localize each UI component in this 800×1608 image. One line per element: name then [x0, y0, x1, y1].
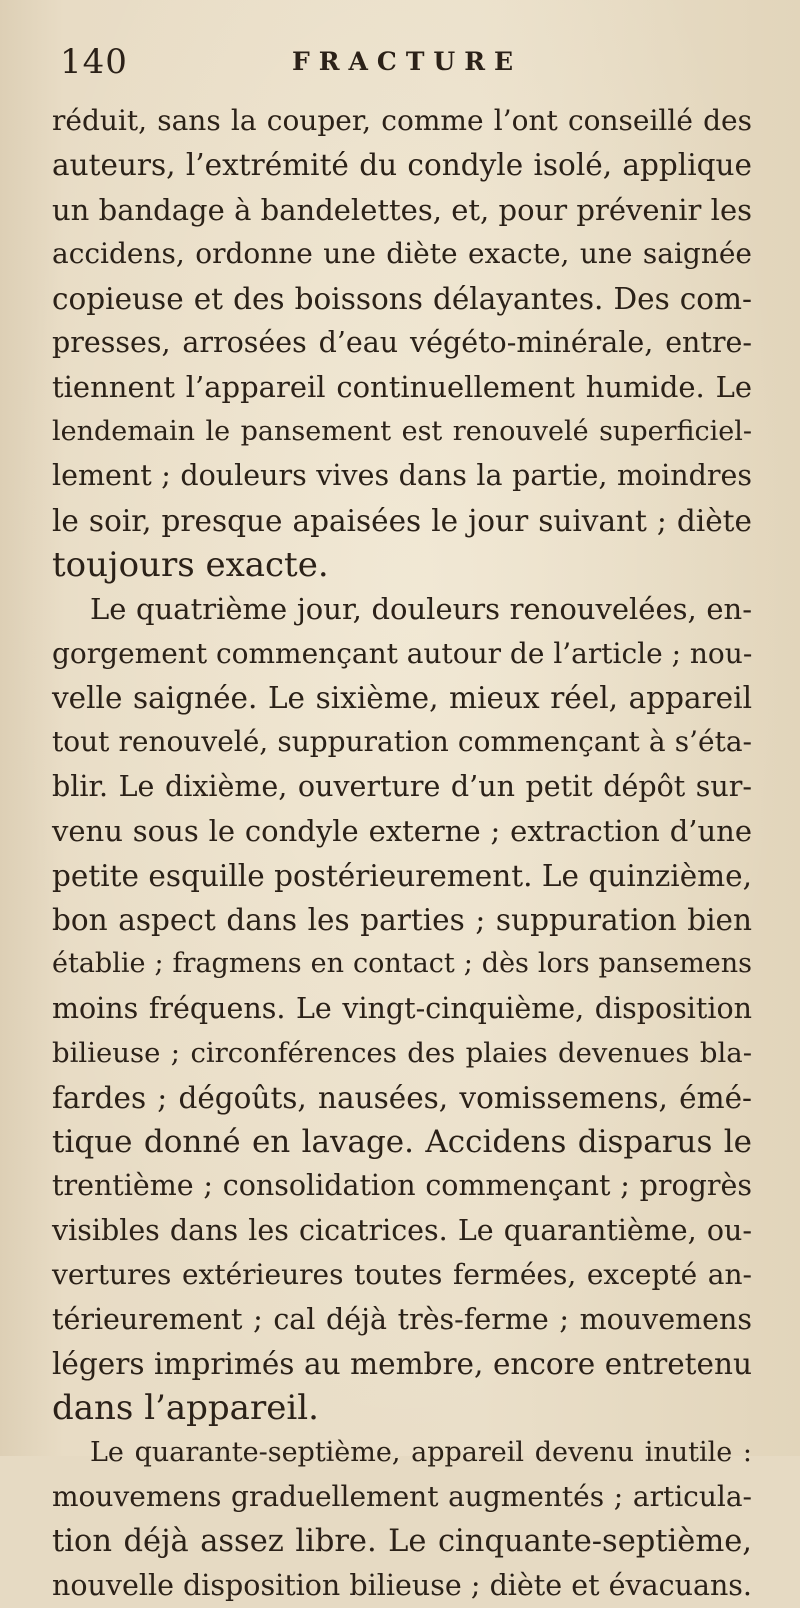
- paragraph-start-line: Le quarante-septième, appareil devenu inutile :: [90, 1436, 752, 1468]
- paragraph-end-line: toujours exacte.: [52, 544, 329, 585]
- text-line: tique donné en lavage. Accidens disparus le: [52, 1123, 752, 1160]
- text-line: velle saignée. Le sixième, mieux réel, appareil: [52, 681, 752, 716]
- text-line: presses, arrosées d’eau végéto-minérale, entre-: [52, 325, 752, 359]
- text-line: auteurs, l’extrémité du condyle isolé, applique: [52, 148, 752, 183]
- text-line: fardes ; dégoûts, nausées, vomissemens, émé-: [52, 1080, 752, 1115]
- page-number: 140: [60, 42, 128, 82]
- text-line: tion déjà assez libre. Le cinquante-septième,: [52, 1523, 752, 1559]
- text-line: blir. Le dixième, ouverture d’un petit dépôt sur-: [52, 769, 752, 803]
- text-line: le soir, presque apaisées le jour suivant ; diète: [52, 503, 752, 538]
- text-line: bon aspect dans les parties ; suppuration bien: [52, 903, 752, 938]
- text-line: nouvelle disposition bilieuse ; diète et évacuans.: [52, 1568, 752, 1602]
- text-line: visibles dans les cicatrices. Le quarantième, ou-: [52, 1213, 752, 1247]
- paragraph-start-line: Le quatrième jour, douleurs renouvelées, en-: [90, 592, 752, 627]
- text-line: copieuse et des boissons délayantes. Des com-: [52, 281, 752, 316]
- text-line: venu sous le condyle externe ; extraction d’une: [52, 814, 752, 849]
- text-line: térieurement ; cal déjà très-ferme ; mouvemens: [52, 1302, 752, 1336]
- text-line: gorgement commençant autour de l’article ; nou-: [52, 636, 753, 670]
- body-text: [52, 99, 752, 1608]
- text-line: accidens, ordonne une diète exacte, une saignée: [52, 237, 752, 271]
- text-line: réduit, sans la couper, comme l’ont conseillé des: [52, 104, 752, 137]
- text-line: tout renouvelé, suppuration commençant à s’éta-: [52, 725, 752, 759]
- text-line: moins fréquens. Le vingt-cinquième, disposition: [52, 991, 752, 1025]
- running-title: FRACTURE: [292, 47, 523, 76]
- text-line: un bandage à bandelettes, et, pour prévenir les: [52, 192, 752, 227]
- paragraph-end-line: dans l’appareil.: [52, 1388, 319, 1429]
- text-line: vertures extérieures toutes fermées, excepté an-: [52, 1258, 752, 1292]
- text-line: légers imprimés au membre, encore entretenu: [52, 1346, 752, 1381]
- text-line: lement ; douleurs vives dans la partie, moindres: [52, 459, 752, 493]
- text-line: petite esquille postérieurement. Le quinzième,: [52, 858, 752, 893]
- text-line: mouvemens graduellement augmentés ; articula-: [52, 1480, 752, 1514]
- text-line: bilieuse ; circonférences des plaies devenues bla-: [52, 1037, 752, 1070]
- running-head: [60, 40, 740, 84]
- text-line: établie ; fragmens en contact ; dès lors pansemens: [52, 948, 752, 980]
- text-line: trentième ; consolidation commençant ; progrès: [52, 1169, 752, 1203]
- text-line: lendemain le pansement est renouvelé superficiel-: [52, 415, 752, 447]
- text-line: tiennent l’appareil continuellement humide. Le: [52, 370, 752, 405]
